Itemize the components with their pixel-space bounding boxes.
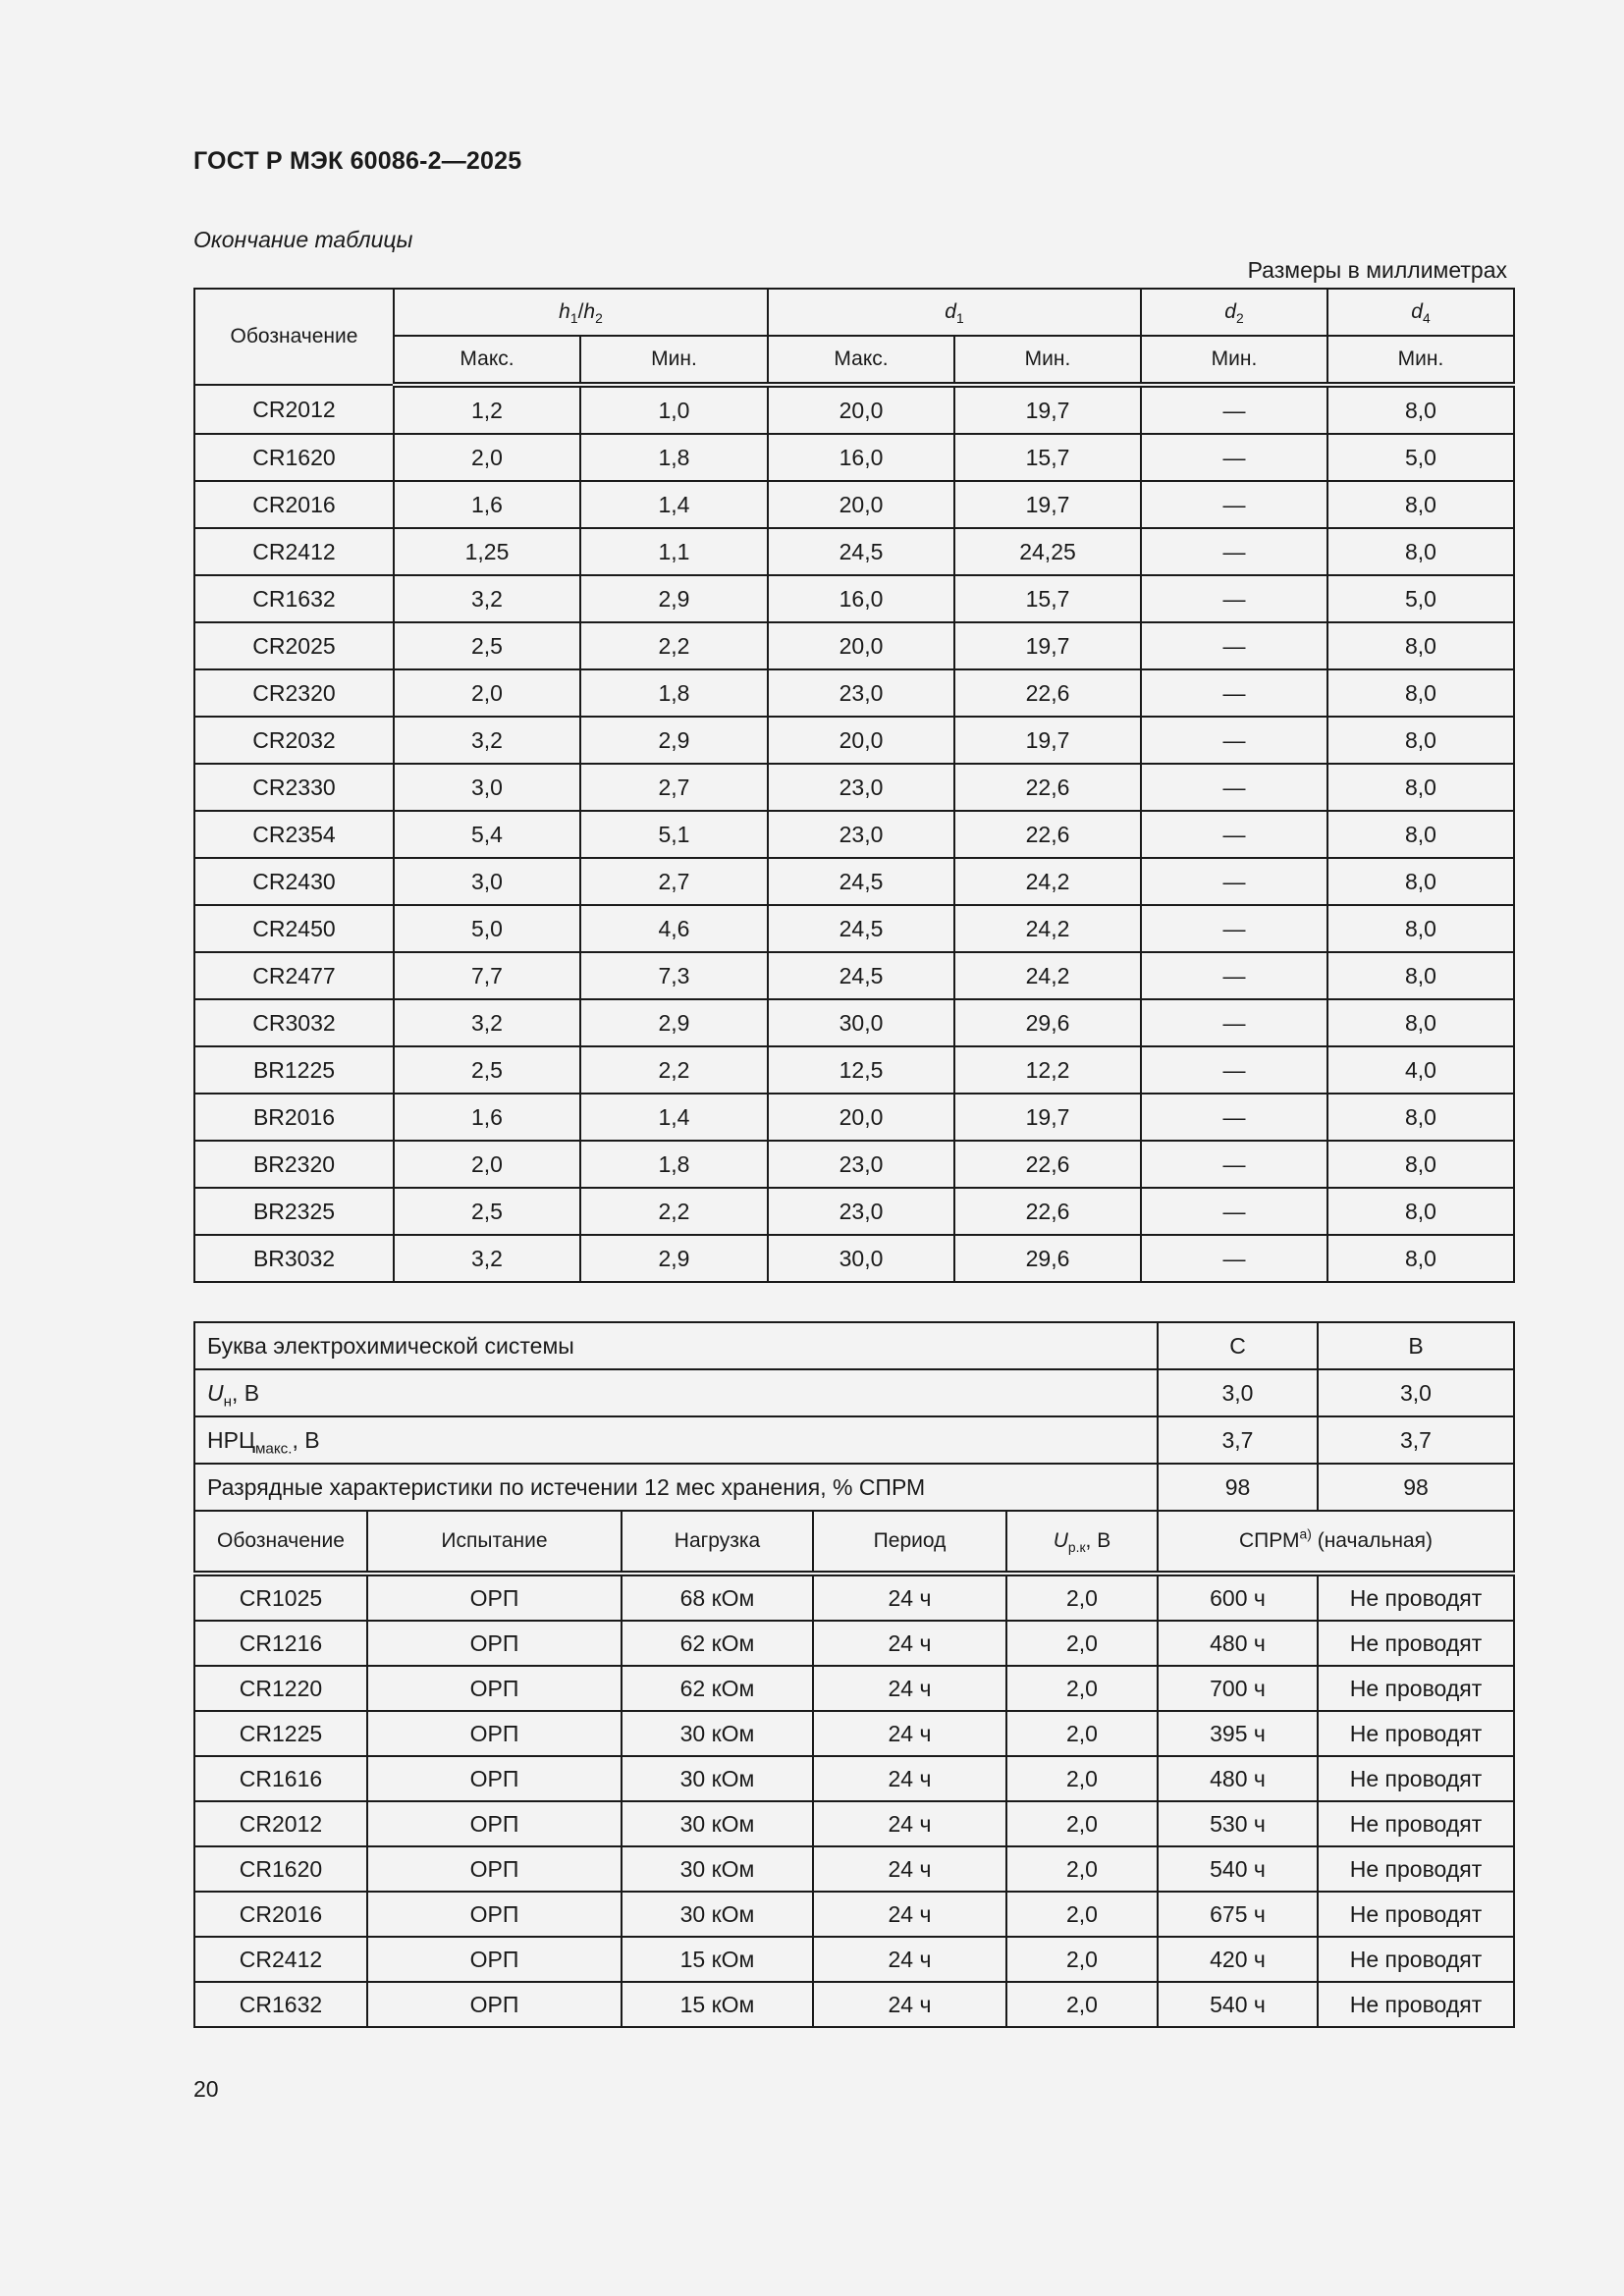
cell-test: ОРП (367, 1711, 622, 1756)
cell-d2-min: — (1141, 385, 1327, 434)
table-row (194, 1188, 1514, 1235)
header-designation: Обозначение (194, 289, 394, 385)
letter-c: C (1158, 1322, 1318, 1369)
cell-d2-min: — (1141, 434, 1327, 481)
cell-d1-min: 24,25 (954, 528, 1141, 575)
cell-designation: CR1025 (194, 1574, 367, 1621)
cell-sprm-b: Не проводят (1318, 1937, 1514, 1982)
cell-h-max: 3,0 (394, 858, 580, 905)
cell-d2-min: — (1141, 952, 1327, 999)
table-row (194, 1141, 1514, 1188)
cell-d2-min: — (1141, 1188, 1327, 1235)
cell-designation: CR1620 (194, 1846, 367, 1892)
cell-period: 24 ч (813, 1574, 1006, 1621)
cell-load: 30 кОм (622, 1756, 813, 1801)
cell-d4-min: 8,0 (1327, 622, 1514, 669)
cell-d1-max: 20,0 (768, 385, 954, 434)
cell-d1-max: 12,5 (768, 1046, 954, 1094)
cell-h-min: 2,9 (580, 1235, 768, 1282)
cell-d4-min: 8,0 (1327, 669, 1514, 717)
cell-load: 30 кОм (622, 1846, 813, 1892)
cell-designation: CR2320 (194, 669, 394, 717)
cell-d2-min: — (1141, 999, 1327, 1046)
cell-d4-min: 8,0 (1327, 811, 1514, 858)
discharge-c: 98 (1158, 1464, 1318, 1511)
cell-d2-min: — (1141, 622, 1327, 669)
table-row (194, 1982, 1514, 2027)
cell-end-voltage: 2,0 (1006, 1846, 1158, 1892)
cell-d4-min: 8,0 (1327, 952, 1514, 999)
table-row (194, 1756, 1514, 1801)
cell-d1-max: 30,0 (768, 1235, 954, 1282)
header-period: Период (813, 1511, 1006, 1574)
table-row (194, 481, 1514, 528)
cell-period: 24 ч (813, 1621, 1006, 1666)
cell-sprm: 395 ч (1158, 1711, 1318, 1756)
discharge-b: 98 (1318, 1464, 1514, 1511)
cell-d4-min: 8,0 (1327, 1235, 1514, 1282)
cell-d4-min: 5,0 (1327, 434, 1514, 481)
cell-sprm: 530 ч (1158, 1801, 1318, 1846)
cell-designation: CR2025 (194, 622, 394, 669)
cell-d2-min: — (1141, 575, 1327, 622)
cell-test: ОРП (367, 1621, 622, 1666)
table-row (194, 1574, 1514, 1621)
table-row (194, 434, 1514, 481)
header-designation-2: Обозначение (194, 1511, 367, 1574)
cell-d2-min: — (1141, 905, 1327, 952)
page-number: 20 (193, 2076, 219, 2102)
cell-sprm: 420 ч (1158, 1937, 1318, 1982)
cell-h-max: 3,2 (394, 717, 580, 764)
cell-sprm-b: Не проводят (1318, 1801, 1514, 1846)
cell-sprm: 700 ч (1158, 1666, 1318, 1711)
cell-d1-min: 19,7 (954, 481, 1141, 528)
table-row (194, 1046, 1514, 1094)
cell-d1-min: 15,7 (954, 575, 1141, 622)
cell-d4-min: 8,0 (1327, 481, 1514, 528)
letter-b: B (1318, 1322, 1514, 1369)
cell-test: ОРП (367, 1937, 622, 1982)
cell-d4-min: 8,0 (1327, 764, 1514, 811)
discharge-label: Разрядные характеристики по истечении 12 мес хранения, % СПРМ (194, 1464, 1158, 1511)
cell-d1-min: 29,6 (954, 999, 1141, 1046)
cell-d2-min: — (1141, 1046, 1327, 1094)
table-row (194, 1892, 1514, 1937)
cell-load: 68 кОм (622, 1574, 813, 1621)
cell-load: 15 кОм (622, 1937, 813, 1982)
cell-designation: CR2450 (194, 905, 394, 952)
cell-d2-min: — (1141, 669, 1327, 717)
cell-d2-min: — (1141, 811, 1327, 858)
cell-sprm-b: Не проводят (1318, 1846, 1514, 1892)
cell-h-max: 5,4 (394, 811, 580, 858)
cell-h-max: 3,2 (394, 575, 580, 622)
cell-d2-min: — (1141, 858, 1327, 905)
cell-d1-min: 19,7 (954, 622, 1141, 669)
cell-d1-min: 29,6 (954, 1235, 1141, 1282)
cell-test: ОРП (367, 1574, 622, 1621)
cell-h-max: 3,2 (394, 999, 580, 1046)
cell-designation: CR1620 (194, 434, 394, 481)
cell-d4-min: 8,0 (1327, 1094, 1514, 1141)
cell-d4-min: 8,0 (1327, 1188, 1514, 1235)
header-d4: $d_4$ (1327, 289, 1514, 336)
cell-h-max: 1,25 (394, 528, 580, 575)
cell-designation: BR2016 (194, 1094, 394, 1141)
cell-d4-min: 8,0 (1327, 858, 1514, 905)
cell-h-min: 2,9 (580, 999, 768, 1046)
cell-h-max: 3,2 (394, 1235, 580, 1282)
cell-d4-min: 8,0 (1327, 905, 1514, 952)
cell-designation: CR2016 (194, 481, 394, 528)
table-row (194, 811, 1514, 858)
cell-h-min: 1,8 (580, 669, 768, 717)
nominal-voltage-c: 3,0 (1158, 1369, 1318, 1416)
cell-d4-min: 8,0 (1327, 1141, 1514, 1188)
cell-load: 62 кОм (622, 1666, 813, 1711)
cell-load: 30 кОм (622, 1892, 813, 1937)
cell-h-min: 1,0 (580, 385, 768, 434)
cell-d1-min: 22,6 (954, 764, 1141, 811)
cell-d4-min: 5,0 (1327, 575, 1514, 622)
cell-designation: CR2012 (194, 385, 394, 434)
cell-period: 24 ч (813, 1801, 1006, 1846)
cell-h-min: 1,1 (580, 528, 768, 575)
table-row (194, 764, 1514, 811)
cell-test: ОРП (367, 1666, 622, 1711)
cell-h-min: 1,8 (580, 434, 768, 481)
cell-h-min: 1,8 (580, 1141, 768, 1188)
cell-end-voltage: 2,0 (1006, 1666, 1158, 1711)
cell-d4-min: 8,0 (1327, 528, 1514, 575)
cell-d1-min: 19,7 (954, 1094, 1141, 1141)
cell-h-min: 2,7 (580, 764, 768, 811)
cell-designation: CR2016 (194, 1892, 367, 1937)
cell-h-max: 1,2 (394, 385, 580, 434)
table-row (194, 1235, 1514, 1282)
cell-d1-max: 23,0 (768, 669, 954, 717)
cell-sprm: 480 ч (1158, 1756, 1318, 1801)
cell-sprm-b: Не проводят (1318, 1711, 1514, 1756)
cell-d2-min: — (1141, 481, 1327, 528)
cell-h-max: 3,0 (394, 764, 580, 811)
table-row (194, 1666, 1514, 1711)
cell-test: ОРП (367, 1846, 622, 1892)
units-note: Размеры в миллиметрах (1247, 257, 1507, 283)
cell-d1-max: 30,0 (768, 999, 954, 1046)
header-sprm: $СПРМ^{а)}$ (начальная) (1158, 1511, 1514, 1574)
cell-d2-min: — (1141, 1141, 1327, 1188)
header-d2-min: Мин. (1141, 336, 1327, 385)
cell-h-min: 4,6 (580, 905, 768, 952)
cell-d1-min: 19,7 (954, 385, 1141, 434)
cell-designation: CR2012 (194, 1801, 367, 1846)
table-row (194, 622, 1514, 669)
cell-d1-max: 24,5 (768, 905, 954, 952)
cell-h-min: 2,9 (580, 575, 768, 622)
cell-designation: BR1225 (194, 1046, 394, 1094)
header-h1-h2: $h_1/h_2$ (394, 289, 768, 336)
cell-d1-max: 23,0 (768, 1141, 954, 1188)
cell-sprm-b: Не проводят (1318, 1621, 1514, 1666)
header-d1: $d_1$ (768, 289, 1141, 336)
cell-sprm: 480 ч (1158, 1621, 1318, 1666)
cell-sprm: 675 ч (1158, 1892, 1318, 1937)
cell-sprm-b: Не проводят (1318, 1982, 1514, 2027)
cell-d2-min: — (1141, 764, 1327, 811)
cell-h-min: 2,2 (580, 622, 768, 669)
cell-h-min: 2,2 (580, 1046, 768, 1094)
cell-d1-min: 19,7 (954, 717, 1141, 764)
cell-end-voltage: 2,0 (1006, 1756, 1158, 1801)
cell-h-min: 2,9 (580, 717, 768, 764)
cell-end-voltage: 2,0 (1006, 1711, 1158, 1756)
cell-d1-max: 20,0 (768, 717, 954, 764)
cell-designation: CR2412 (194, 528, 394, 575)
header-d1-min: Мин. (954, 336, 1141, 385)
cell-end-voltage: 2,0 (1006, 1892, 1158, 1937)
cell-d1-max: 24,5 (768, 952, 954, 999)
cell-sprm: 600 ч (1158, 1574, 1318, 1621)
cell-d4-min: 8,0 (1327, 717, 1514, 764)
cell-designation: CR1225 (194, 1711, 367, 1756)
dimensions-table (193, 288, 1515, 1283)
cell-d1-min: 24,2 (954, 952, 1141, 999)
cell-d1-max: 23,0 (768, 811, 954, 858)
cell-d2-min: — (1141, 1235, 1327, 1282)
table-row (194, 1846, 1514, 1892)
cell-end-voltage: 2,0 (1006, 1982, 1158, 2027)
cell-designation: CR1632 (194, 575, 394, 622)
cell-h-max: 2,0 (394, 434, 580, 481)
table-row (194, 1711, 1514, 1756)
cell-designation: CR1220 (194, 1666, 367, 1711)
max-ocv-label: $НРЦ_{макс.}$, В (194, 1416, 1158, 1464)
cell-d1-max: 24,5 (768, 858, 954, 905)
cell-period: 24 ч (813, 1846, 1006, 1892)
table-row (194, 717, 1514, 764)
cell-load: 30 кОм (622, 1711, 813, 1756)
table-row (194, 1094, 1514, 1141)
cell-sprm-b: Не проводят (1318, 1756, 1514, 1801)
cell-period: 24 ч (813, 1666, 1006, 1711)
cell-h-max: 7,7 (394, 952, 580, 999)
header-d2: $d_2$ (1141, 289, 1327, 336)
cell-h-max: 5,0 (394, 905, 580, 952)
cell-h-max: 2,5 (394, 1046, 580, 1094)
cell-load: 62 кОм (622, 1621, 813, 1666)
letter-label: Буква электрохимической системы (194, 1322, 1158, 1369)
cell-h-max: 2,5 (394, 622, 580, 669)
cell-h-min: 2,7 (580, 858, 768, 905)
electrochemical-system-table (193, 1321, 1515, 2028)
cell-h-max: 2,0 (394, 1141, 580, 1188)
cell-test: ОРП (367, 1801, 622, 1846)
cell-period: 24 ч (813, 1756, 1006, 1801)
cell-d1-min: 24,2 (954, 905, 1141, 952)
cell-d1-max: 20,0 (768, 622, 954, 669)
cell-designation: CR1216 (194, 1621, 367, 1666)
cell-designation: CR2330 (194, 764, 394, 811)
cell-sprm-b: Не проводят (1318, 1574, 1514, 1621)
header-d4-min: Мин. (1327, 336, 1514, 385)
cell-period: 24 ч (813, 1937, 1006, 1982)
cell-period: 24 ч (813, 1892, 1006, 1937)
cell-d2-min: — (1141, 528, 1327, 575)
cell-d1-max: 24,5 (768, 528, 954, 575)
cell-sprm: 540 ч (1158, 1846, 1318, 1892)
cell-load: 30 кОм (622, 1801, 813, 1846)
cell-designation: CR3032 (194, 999, 394, 1046)
cell-d1-min: 22,6 (954, 669, 1141, 717)
table-row (194, 952, 1514, 999)
header-d1-max: Макс. (768, 336, 954, 385)
table-row (194, 905, 1514, 952)
cell-test: ОРП (367, 1982, 622, 2027)
cell-end-voltage: 2,0 (1006, 1801, 1158, 1846)
cell-designation: CR2477 (194, 952, 394, 999)
cell-end-voltage: 2,0 (1006, 1621, 1158, 1666)
cell-designation: CR2430 (194, 858, 394, 905)
nominal-voltage-label: $U_н$, В (194, 1369, 1158, 1416)
table-caption: Окончание таблицы (193, 227, 413, 252)
header-end-voltage: $U_{р.к}$, В (1006, 1511, 1158, 1574)
cell-test: ОРП (367, 1892, 622, 1937)
cell-sprm-b: Не проводят (1318, 1892, 1514, 1937)
header-h-max: Макс. (394, 336, 580, 385)
cell-load: 15 кОм (622, 1982, 813, 2027)
cell-designation: CR2412 (194, 1937, 367, 1982)
cell-sprm: 540 ч (1158, 1982, 1318, 2027)
cell-designation: BR2325 (194, 1188, 394, 1235)
cell-h-max: 2,0 (394, 669, 580, 717)
cell-d2-min: — (1141, 1094, 1327, 1141)
cell-h-min: 1,4 (580, 1094, 768, 1141)
max-ocv-c: 3,7 (1158, 1416, 1318, 1464)
cell-period: 24 ч (813, 1982, 1006, 2027)
cell-d1-min: 22,6 (954, 811, 1141, 858)
table-row (194, 575, 1514, 622)
cell-d1-max: 23,0 (768, 764, 954, 811)
table-row (194, 385, 1514, 434)
cell-d1-max: 23,0 (768, 1188, 954, 1235)
cell-h-min: 1,4 (580, 481, 768, 528)
table-row (194, 1937, 1514, 1982)
nominal-voltage-b: 3,0 (1318, 1369, 1514, 1416)
cell-d1-min: 22,6 (954, 1141, 1141, 1188)
cell-designation: CR2354 (194, 811, 394, 858)
table-row (194, 1621, 1514, 1666)
cell-h-max: 1,6 (394, 481, 580, 528)
table-row (194, 999, 1514, 1046)
cell-end-voltage: 2,0 (1006, 1937, 1158, 1982)
cell-designation: BR3032 (194, 1235, 394, 1282)
cell-d1-max: 16,0 (768, 434, 954, 481)
cell-period: 24 ч (813, 1711, 1006, 1756)
cell-d2-min: — (1141, 717, 1327, 764)
cell-d1-max: 20,0 (768, 481, 954, 528)
cell-designation: CR1616 (194, 1756, 367, 1801)
cell-h-max: 2,5 (394, 1188, 580, 1235)
cell-designation: CR2032 (194, 717, 394, 764)
cell-h-max: 1,6 (394, 1094, 580, 1141)
cell-d1-min: 24,2 (954, 858, 1141, 905)
cell-h-min: 7,3 (580, 952, 768, 999)
cell-h-min: 5,1 (580, 811, 768, 858)
cell-d1-max: 20,0 (768, 1094, 954, 1141)
cell-d1-min: 12,2 (954, 1046, 1141, 1094)
cell-d4-min: 8,0 (1327, 999, 1514, 1046)
header-load: Нагрузка (622, 1511, 813, 1574)
max-ocv-b: 3,7 (1318, 1416, 1514, 1464)
cell-h-min: 2,2 (580, 1188, 768, 1235)
cell-d1-min: 22,6 (954, 1188, 1141, 1235)
header-h-min: Мин. (580, 336, 768, 385)
table-row (194, 1801, 1514, 1846)
cell-test: ОРП (367, 1756, 622, 1801)
cell-d4-min: 4,0 (1327, 1046, 1514, 1094)
cell-d1-min: 15,7 (954, 434, 1141, 481)
document-title: ГОСТ Р МЭК 60086-2—2025 (193, 147, 522, 175)
cell-sprm-b: Не проводят (1318, 1666, 1514, 1711)
cell-designation: CR1632 (194, 1982, 367, 2027)
table-row (194, 858, 1514, 905)
table-row (194, 528, 1514, 575)
cell-end-voltage: 2,0 (1006, 1574, 1158, 1621)
cell-d4-min: 8,0 (1327, 385, 1514, 434)
header-test: Испытание (367, 1511, 622, 1574)
cell-designation: BR2320 (194, 1141, 394, 1188)
table-row (194, 669, 1514, 717)
cell-d1-max: 16,0 (768, 575, 954, 622)
